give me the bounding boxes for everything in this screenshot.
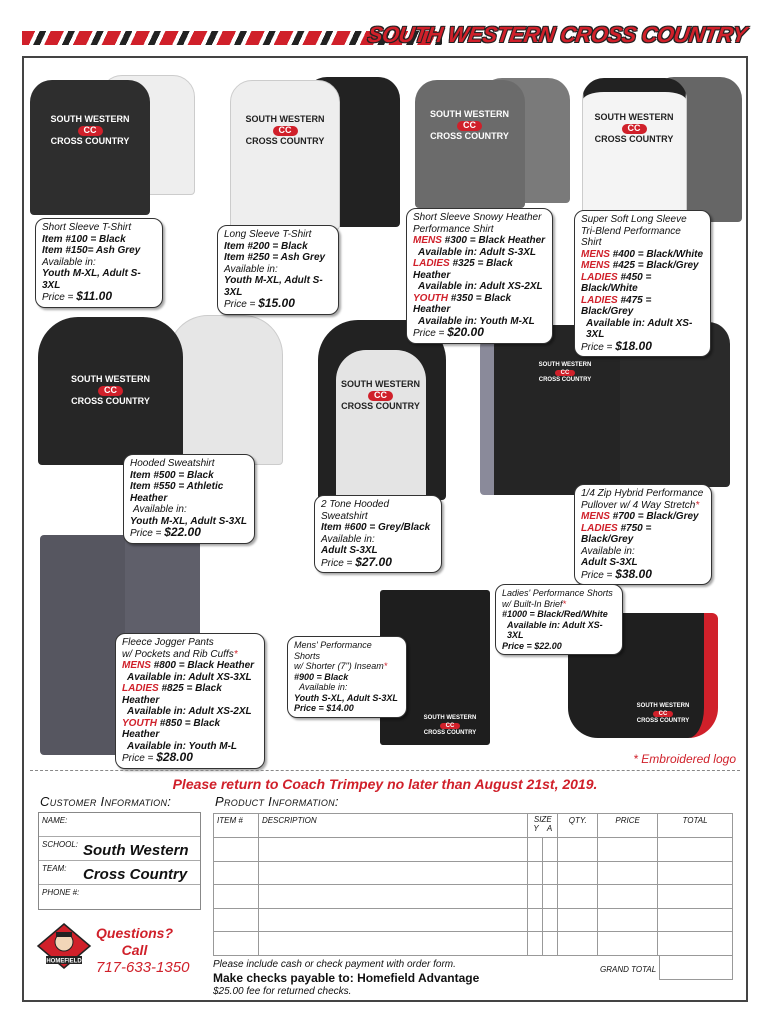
- questions-callout: Questions? Call: [96, 925, 174, 958]
- table-row[interactable]: [214, 908, 733, 932]
- ss-tee-image: SOUTH WESTERN CC CROSS COUNTRY: [30, 75, 205, 225]
- table-row[interactable]: [214, 885, 733, 909]
- return-note: Please return to Coach Trimpey no later than August 21st, 2019.: [172, 776, 598, 792]
- card-ss-tee: Short Sleeve T-Shirt Item #100 = Black Item #150= Ash Grey Available in: Youth M-XL, Adult S-3XL Price = $11.00: [35, 218, 163, 308]
- phone-field[interactable]: PHONE #:: [42, 888, 80, 897]
- contact-phone[interactable]: 717-633-1350: [96, 959, 190, 976]
- table-row[interactable]: [214, 838, 733, 862]
- ls-tee-image: SOUTH WESTERN CC CROSS COUNTRY: [225, 75, 405, 235]
- grand-total-label: GRAND TOTAL: [600, 965, 657, 974]
- cut-line: [30, 770, 740, 771]
- table-row[interactable]: [214, 861, 733, 885]
- card-jogger: Fleece Jogger Pants w/ Pockets and Rib Cuffs* MENS #800 = Black Heather Available in: Adult XS-3XL LADIES #825 = Black Heather Available in: Adult XS-2XL YOUTH #850 = Black Heather Available in: Youth M-L Price = $28.00: [115, 633, 265, 769]
- payable-note: Make checks payable to: Homefield Advantage: [213, 971, 480, 985]
- hoodie-image: SOUTH WESTERN CC CROSS COUNTRY: [38, 315, 288, 465]
- table-row[interactable]: [214, 932, 733, 956]
- snowy-heather-image: SOUTH WESTERN CC CROSS COUNTRY: [415, 75, 570, 210]
- product-info-heading: Product Information:: [215, 794, 339, 809]
- team-field[interactable]: TEAM: Cross Country: [39, 861, 200, 885]
- quarter-zip-image: SOUTH WESTERN CC CROSS COUNTRY: [480, 322, 735, 497]
- customer-info-heading: Customer Information:: [40, 794, 172, 809]
- size-header: SIZE Y A: [528, 814, 558, 838]
- svg-text:HOMEFIELD: HOMEFIELD: [46, 958, 82, 965]
- grand-total-field[interactable]: [659, 955, 733, 980]
- returned-check-note: $25.00 fee for returned checks.: [213, 986, 352, 997]
- mens-shorts-image: SOUTH WESTERN CC CROSS COUNTRY: [380, 590, 490, 750]
- two-tone-hoodie-image: SOUTH WESTERN CC CROSS COUNTRY: [318, 320, 446, 500]
- name-field[interactable]: NAME:: [39, 813, 200, 837]
- card-hoodie: Hooded Sweatshirt Item #500 = Black Item #550 = Athletic Heather Available in: Youth M-XL, Adult S-3XL Price = $22.00: [123, 454, 255, 544]
- school-value: South Western: [83, 842, 189, 859]
- card-soft-ls: Super Soft Long Sleeve Tri-Blend Performance Shirt MENS #400 = Black/White MENS #425 = Black/Grey LADIES #450 = Black/White LADIES #475 = Black/Grey Available in: Adult XS-3XL Price = $18.00: [574, 210, 711, 357]
- homefield-mascot-logo: [36, 922, 92, 972]
- table-header-row: ITEM # DESCRIPTION SIZE Y A QTY. PRICE TOTAL: [214, 814, 733, 838]
- card-mens-shorts: Mens' Performance Shorts w/ Shorter (7") Inseam* #900 = Black Available in: Youth S-XL, Adult S-3XL Price = $14.00: [287, 636, 407, 718]
- payment-note: Please include cash or check payment with order form.: [213, 959, 456, 970]
- soft-ls-image: SOUTH WESTERN CC CROSS COUNTRY: [582, 75, 742, 235]
- page-title: SOUTH WESTERN CROSS COUNTRY: [365, 22, 748, 47]
- card-quarter-zip: 1/4 Zip Hybrid Performance Pullover w/ 4 Way Stretch* MENS #700 = Black/Grey LADIES #750 = Black/Grey Available in: Adult S-3XL Price = $38.00: [574, 484, 712, 585]
- customer-info-box: [38, 812, 201, 910]
- product-table: [213, 813, 733, 956]
- card-ladies-shorts: Ladies' Performance Shorts w/ Built-In Brief* #1000 = Black/Red/White Available in: Adult XS-3XL Price = $22.00: [495, 584, 623, 655]
- ladies-shorts-image: SOUTH WESTERN CC CROSS COUNTRY: [568, 613, 718, 743]
- card-ls-tee: Long Sleeve T-Shirt Item #200 = Black Item #250 = Ash Grey Available in: Youth M-XL, Adult S-3XL Price = $15.00: [217, 225, 339, 315]
- school-field[interactable]: SCHOOL: South Western: [39, 837, 200, 861]
- card-snowy-heather: Short Sleeve Snowy Heather Performance Shirt MENS #300 = Black Heather Available in: Adult S-3XL LADIES #325 = Black Heather Available in: Adult XS-2XL YOUTH #350 = Black Heather Available in: Youth M-XL Price = $20.00: [406, 208, 553, 344]
- team-value: Cross Country: [83, 866, 188, 883]
- embroidered-note: * Embroidered logo: [633, 752, 736, 766]
- card-two-tone-hoodie: 2 Tone Hooded Sweatshirt Item #600 = Grey/Black Available in: Adult S-3XL Price = $27.00: [314, 495, 442, 573]
